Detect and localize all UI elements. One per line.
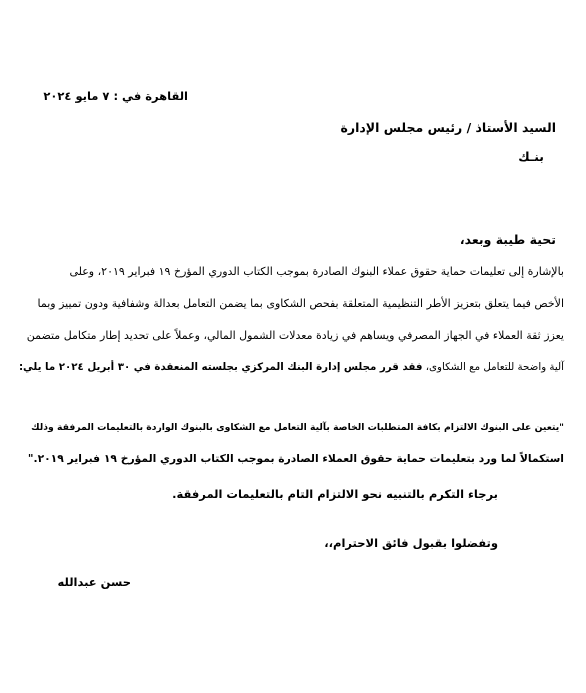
- letter-greeting: تحية طيبة وبعد،: [459, 232, 556, 247]
- letter-date: القاهرة في : ٧ مايو ٢٠٢٤: [43, 89, 188, 103]
- letter-bank: بنـك: [518, 149, 544, 164]
- closing-request: برجاء التكرم بالتنبيه نحو الالتزام التام بالتعليمات المرفقة.: [172, 487, 498, 501]
- body-line-4-bold: فقد قرر مجلس إدارة البنك المركزي بجلسته المنعقدة في ٣٠ أبريل ٢٠٢٤ ما يلي:: [18, 361, 423, 373]
- signature: حسن عبدالله: [57, 575, 131, 589]
- body-line-4: [19, 361, 564, 373]
- decision-line-2: استكمالاً لما ورد بتعليمات حماية حقوق العملاء الصادرة بموجب الكتاب الدوري المؤرخ ١٩ فبراير ٢٠١٩.": [27, 452, 564, 465]
- body-line-4-regular: آلية واضحة للتعامل مع الشكاوى،: [422, 361, 564, 373]
- decision-line-1: "يتعين على البنوك الالتزام بكافة المتطلبات الخاصة بآلية التعامل مع الشكاوى بالبنوك الواردة بالتعليمات المرفقة وذلك: [31, 422, 564, 433]
- body-line-2: الأخص فيما يتعلق بتعزيز الأطر التنظيمية المتعلقة بفحص الشكاوى بما يضمن التعامل بعدالة وشفافية ودون تمييز وبما: [37, 297, 564, 310]
- closing-regards: وتفضلوا بقبول فائق الاحترام،،: [324, 536, 498, 550]
- body-line-1: بالإشارة إلى تعليمات حماية حقوق عملاء البنوك الصادرة بموجب الكتاب الدوري المؤرخ ١٩ فبراير ٢٠١٩، وعلى: [69, 265, 564, 278]
- body-line-3: يعزز ثقة العملاء في الجهاز المصرفي ويساهم في زيادة معدلات الشمول المالي، وعملاً على تحديد إطار متكامل متضمن: [26, 329, 564, 342]
- letter-recipient: السيد الأستاذ / رئيس مجلس الإدارة: [340, 120, 556, 135]
